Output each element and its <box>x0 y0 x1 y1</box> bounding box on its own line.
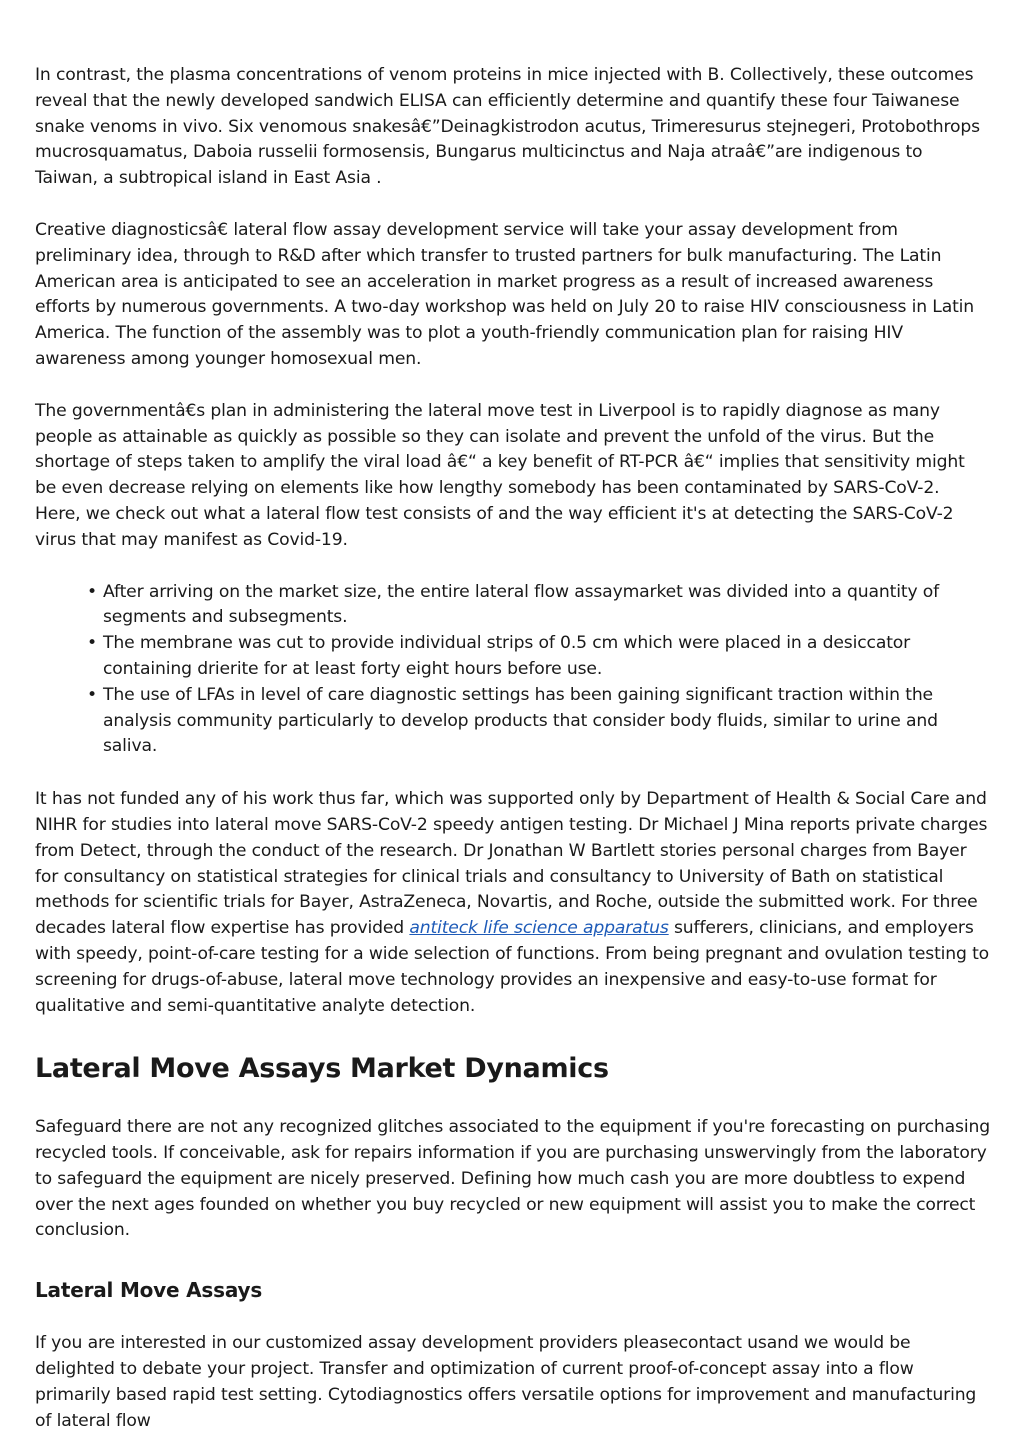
list-item: • After arriving on the market size, the entire lateral flow assaymarket was divided into a quantity of segments and subsegments. <box>103 580 990 632</box>
paragraph-funding-text-start: It has not funded any of his work thus far, which was supported only by Department of Health & Social Care and NIHR for studies into lateral move SARS-CoV-2 speedy antigen testing. Dr Michael J Mina reports private charges from Detect, through the conduct of the research. Dr Jonathan W Bartlett stories personal charges from Bayer for consultancy on statistical strategies for clinical trials and consultancy to University of Bath on statistical methods for scientific trials for Bayer, AstraZeneca, Novartis, and Roche, outside the submitted work. For three decades lateral flow expertise has provided <box>35 789 988 939</box>
paragraph-custom-assay: If you are interested in our customized assay development providers pleasecontact usand we would be delighted to debate your project. Transfer and optimization of current proof-of-concept assay into a flow primarily based rapid test setting. Cytodiagnostics offers versatile options for improvement and manufacturing of lateral flow <box>35 1333 977 1431</box>
antiteck-link[interactable]: antiteck life science apparatus <box>409 918 669 939</box>
bullet-list <box>35 580 990 761</box>
subsection-heading-lateral-move-assays: Lateral Move Assays <box>35 1278 263 1303</box>
paragraph-funding <box>35 787 990 1019</box>
paragraph-funding-text-end: sufferers, clinicians, and employers with speedy, point-of-care testing for a wide selection of functions. From being pregnant and ovulation testing to screening for drugs-of-abuse, lateral move technology provides an inexpensive and easy-to-use format for qualitative and semi-quantitative analyte detection. <box>35 918 990 1016</box>
list-item: • The use of LFAs in level of care diagnostic settings has been gaining significant traction within the analysis community particularly to develop products that consider body fluids, similar to urine and saliva. <box>103 683 990 760</box>
paragraph-liverpool-test: The governmentâ€s plan in administering the lateral move test in Liverpool is to rapidly diagnose as many people as attainable as quickly as possible so they can isolate and prevent the unfold of the virus. But the shortage of steps taken to amplify the viral load â€“ a key benefit of RT-PCR â€“ implies that sensitivity might be even decrease relying on elements like how lengthy somebody has been contaminated by SARS-CoV-2. Here, we check out what a lateral flow test consists of and the way efficient it's at detecting the SARS-CoV-2 virus that may manifest as Covid-19. <box>35 400 965 550</box>
paragraph-creative-diagnostics: Creative diagnosticsâ€ lateral flow assay development service will take your assay development from preliminary idea, through to R&D after which transfer to trusted partners for bulk manufacturing. The Latin American area is anticipated to see an acceleration in market progress as a result of increased awareness efforts by numerous governments. A two-day workshop was held on July 20 to raise HIV consciousness in Latin America. The function of the assembly was to plot a youth-friendly communication plan for raising HIV awareness among younger homosexual men. <box>35 219 975 369</box>
paragraph-safeguard: Safeguard there are not any recognized glitches associated to the equipment if you're forecasting on purchasing recycled tools. If conceivable, ask for repairs information if you are purchasing unswervingly from the laboratory to safeguard the equipment are nicely preserved. Defining how much cash you are more doubtless to expend over the next ages founded on whether you buy recycled or new equipment will assist you to make the correct conclusion. <box>35 1117 990 1241</box>
list-item: • The membrane was cut to provide individual strips of 0.5 cm which were placed in a desiccator containing drierite for at least forty eight hours before use. <box>103 631 990 683</box>
paragraph-venom-elisa: In contrast, the plasma concentrations of venom proteins in mice injected with B. Collectively, these outcomes reveal that the newly developed sandwich ELISA can efficiently determine and quantify these four Taiwanese snake venoms in vivo. Six venomous snakesâ€”Deinagkistrodon acutus, Trimeresurus stejnegeri, Protobothrops mucrosquamatus, Daboia russelii formosensis, Bungarus multicinctus and Naja atraâ€”are indigenous to Taiwan, a subtropical island in East Asia . <box>35 65 980 189</box>
section-heading-market-dynamics: Lateral Move Assays Market Dynamics <box>35 1053 609 1085</box>
